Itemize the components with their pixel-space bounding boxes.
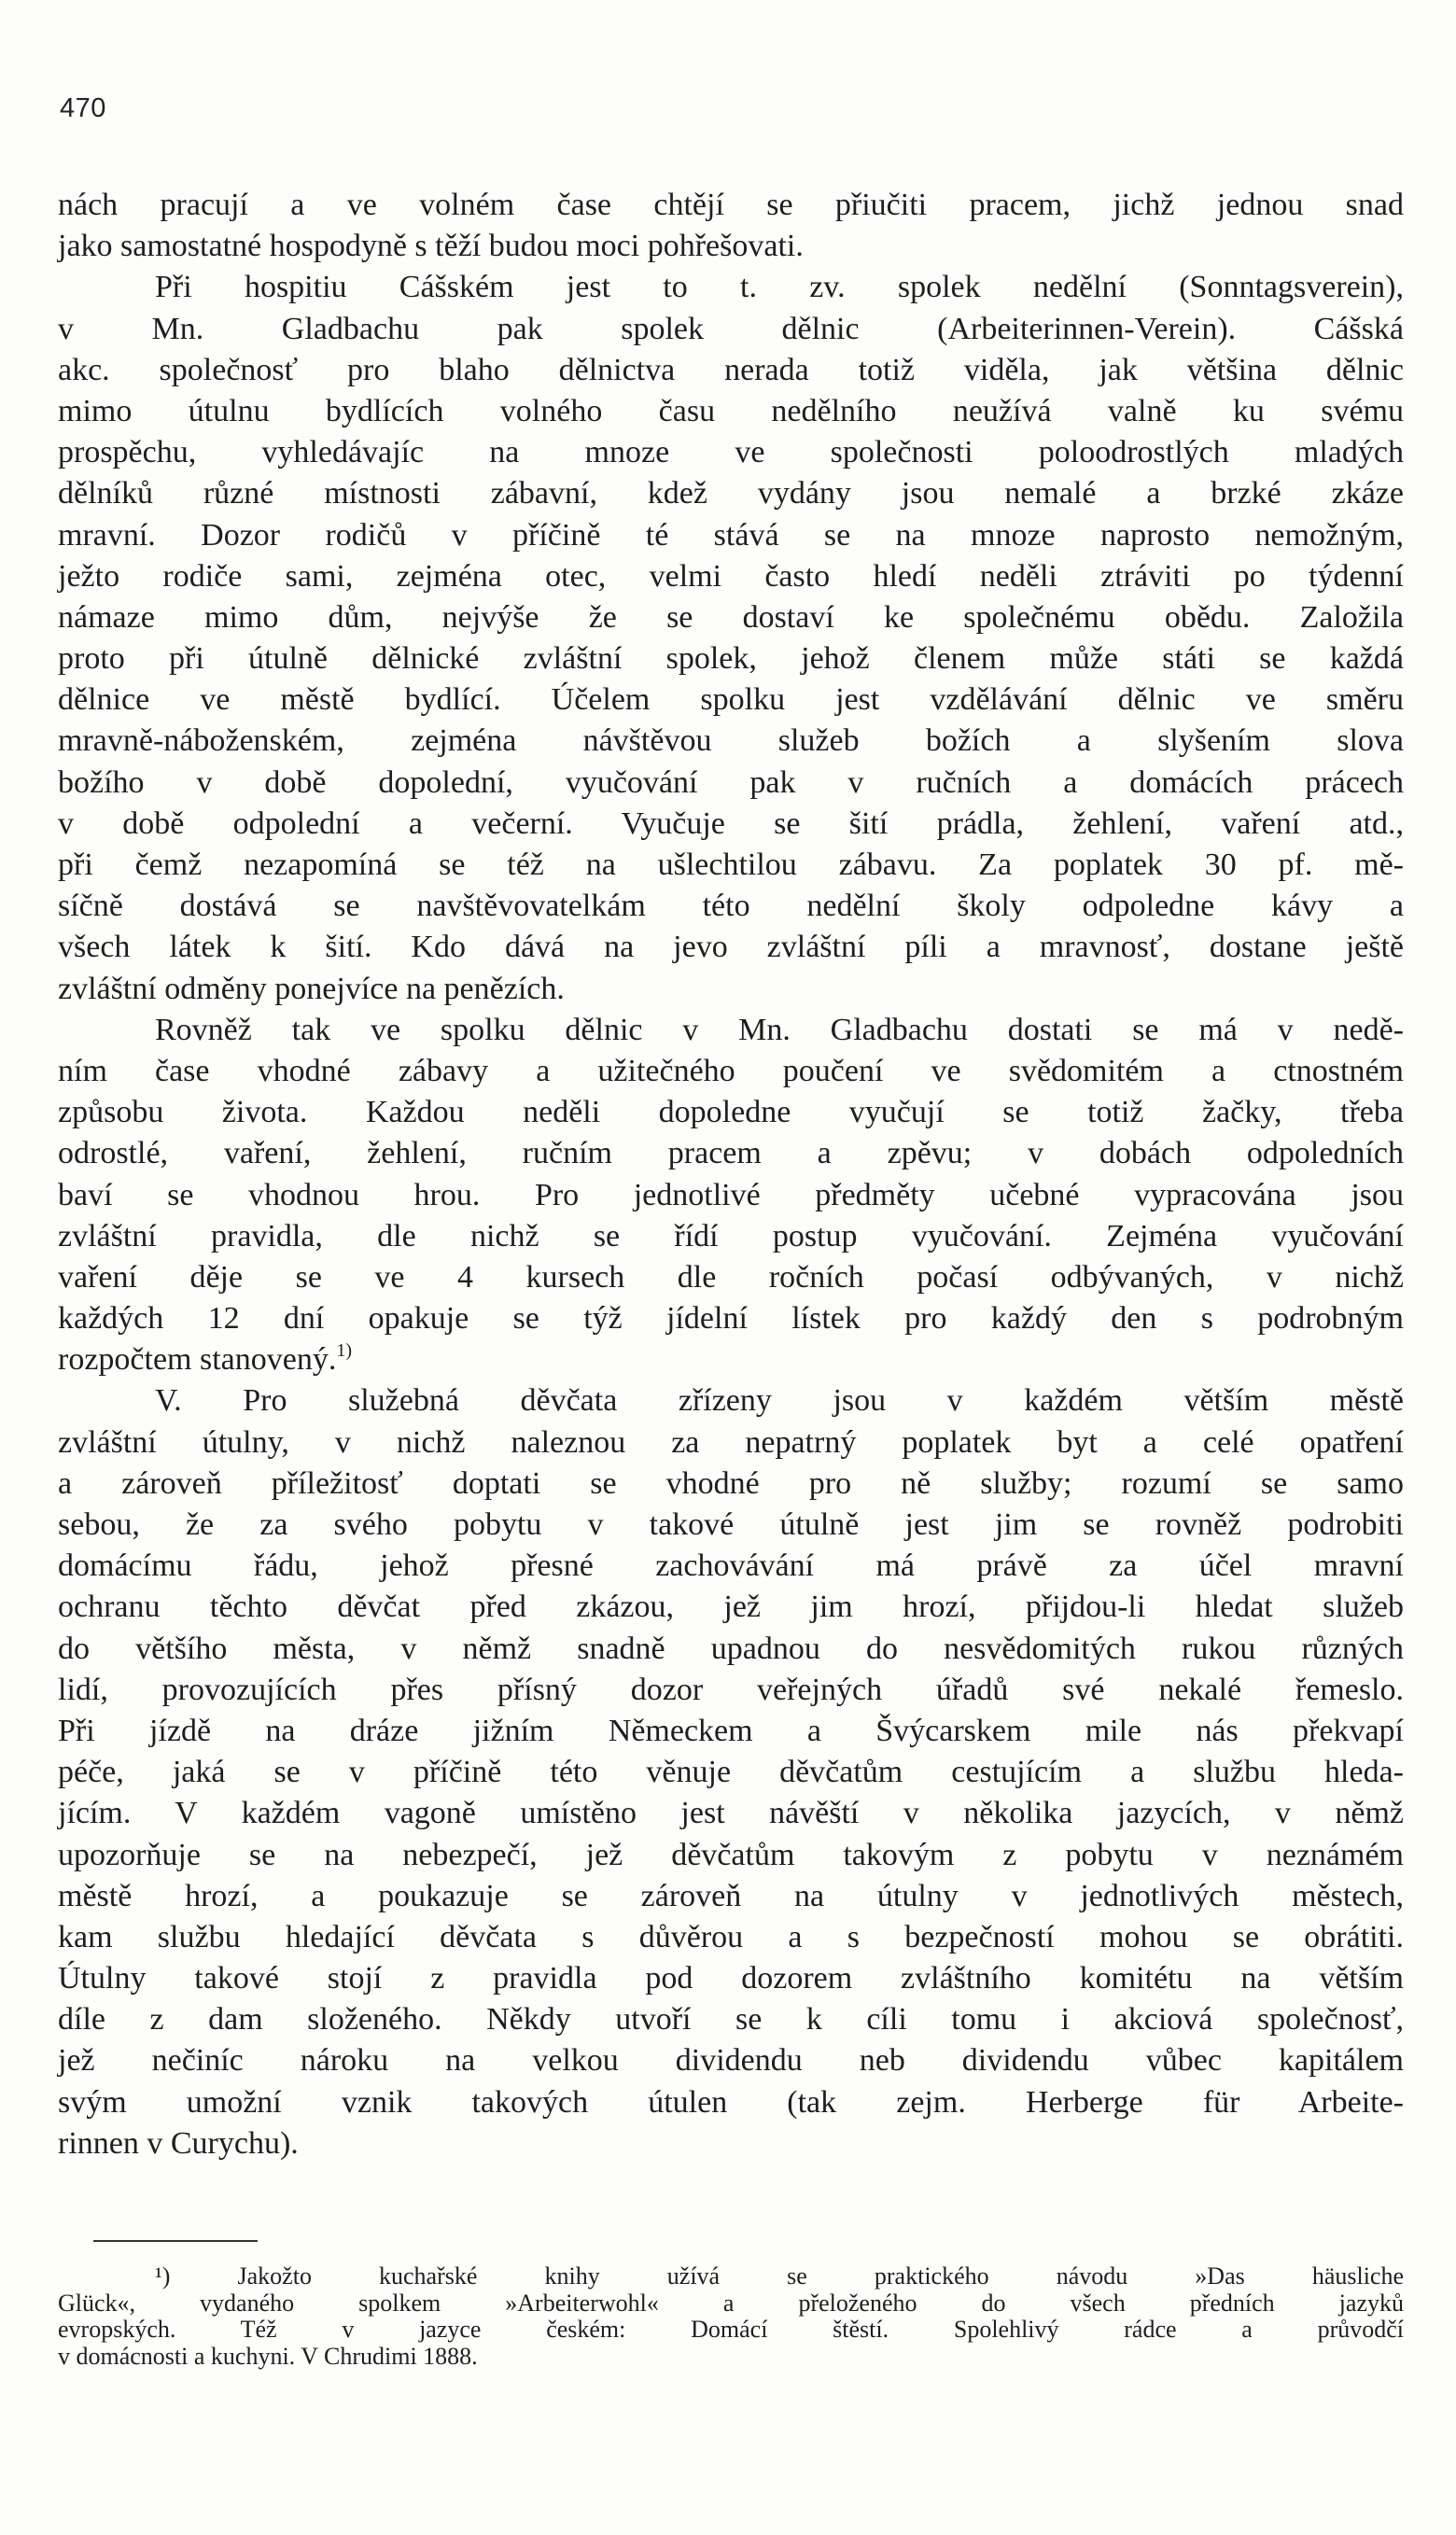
text-line: lidí, provozujících přes přísný dozor veřejných úřadů své nekalé řemeslo. (58, 1672, 1404, 1707)
text-line: Rovněž tak ve spolku dělnic v Mn. Gladbachu dostati se má v nedě- (155, 1012, 1404, 1047)
text-line: v Mn. Gladbachu pak spolek dělnic (Arbeiterinnen-Verein). Cášská (58, 311, 1404, 346)
footnote-line: v domácnosti a kuchyni. V Chrudimi 1888. (58, 2343, 478, 2371)
text-line: Při hospitiu Cášském jest to t. zv. spolek nedělní (Sonntagsverein), (155, 270, 1404, 305)
text-line: domácímu řádu, jehož přesné zachovávání má právě za účel mravní (58, 1548, 1404, 1584)
text-line: městě hrozí, a poukazuje se zároveň na útulny v jednotlivých městech, (58, 1878, 1404, 1913)
text-line: jícím. V každém vagoně umístěno jest návěští v několika jazycích, v němž (58, 1796, 1404, 1831)
text-line: upozorňuje se na nebezpečí, jež děvčatům takovým z pobytu v neznámém (58, 1837, 1404, 1872)
text-line: mimo útulnu bydlících volného času nedělního neužívá valně ku svému (58, 393, 1404, 428)
body-text (58, 185, 1404, 2164)
text-line: námaze mimo dům, nejvýše že se dostaví ke společnému obědu. Založila (58, 599, 1404, 635)
text-line: rinnen v Curychu). (58, 2125, 299, 2161)
text-line: prospěchu, vyhledávajíc na mnoze ve společnosti poloodrostlých mladých (58, 435, 1404, 470)
text-line: ním čase vhodné zábavy a užitečného poučení ve svědomitém a ctnostném (58, 1053, 1404, 1088)
text-line: mravní. Dozor rodičů v příčině té stává se na mnoze naprosto nemožným, (58, 517, 1404, 553)
text-line: při čemž nezapomíná se též na ušlechtilou zábavu. Za poplatek 30 pf. mě- (58, 847, 1404, 882)
text-line: díle z dam složeného. Někdy utvoří se k cíli tomu i akciová společnosť, (58, 2002, 1404, 2038)
text-line: svým umožní vznik takových útulen (tak zejm. Herberge für Arbeite- (58, 2084, 1404, 2120)
text-line: ochranu těchto děvčat před zkázou, jež jim hrozí, přijdou-li hledat služeb (58, 1590, 1404, 1625)
footnote-line: Glück«, vydaného spolkem »Arbeiterwohl« a přeloženého do všech předních jazyků (58, 2289, 1404, 2317)
text-line: jako samostatné hospodyně s těží budou moci pohřešovati. (58, 229, 804, 264)
footnote-reference[interactable]: 1) (336, 1340, 353, 1362)
text-line: mravně-náboženském, zejména návštěvou služeb božích a slyšením slova (58, 723, 1404, 759)
text-line: jež nečiníc nároku na velkou dividendu neb dividendu vůbec kapitálem (58, 2043, 1404, 2079)
footnotes (58, 2263, 1404, 2371)
text-line: Útulny takové stojí z pravidla pod dozorem zvláštního komitétu na větším (58, 1961, 1404, 1996)
text-line: dělníků různé místnosti zábavní, kdež vydány jsou nemalé a brzké zkáze (58, 476, 1404, 511)
text-line-with-footnote-ref (58, 1339, 1404, 1380)
text-line: odrostlé, vaření, žehlení, ručním pracem a zpěvu; v dobách odpoledních (58, 1136, 1404, 1171)
text-line: vaření děje se ve 4 kursech dle ročních počasí odbývaných, v nichž (58, 1259, 1404, 1295)
text-line: péče, jaká se v příčině této věnuje děvčatům cestujícím a službu hleda- (58, 1755, 1404, 1790)
footnote-line: ¹) Jakožto kuchařské knihy užívá se praktického návodu »Das häusliche (155, 2262, 1404, 2290)
text-line: do většího města, v němž snadně upadnou do nesvědomitých rukou různých (58, 1631, 1404, 1666)
text-line: proto při útulně dělnické zvláštní spolek, jehož členem může státi se každá (58, 641, 1404, 677)
text-line: všech látek k šití. Kdo dává na jevo zvláštní píli a mravnosť, dostane ještě (58, 930, 1404, 965)
text-line: zvláštní odměny ponejvíce na penězích. (58, 971, 565, 1006)
footnote-divider (93, 2240, 258, 2242)
text-line: V. Pro služebná děvčata zřízeny jsou v každém větším městě (155, 1383, 1404, 1419)
text-line: zvláštní pravidla, dle nichž se řídí postup vyučování. Zejména vyučování (58, 1218, 1404, 1253)
text-line: akc. společnosť pro blaho dělnictva nerada totiž viděla, jak většina dělnic (58, 352, 1404, 387)
text-line: zvláštní útulny, v nichž naleznou za nepatrný poplatek byt a celé opatření (58, 1424, 1404, 1460)
text-line: ježto rodiče sami, zejména otec, velmi často hledí neděli ztráviti po týdenní (58, 558, 1404, 594)
text-line: způsobu života. Každou neděli dopoledne vyučují se totiž žačky, třeba (58, 1095, 1404, 1130)
page-number: 470 (60, 93, 106, 123)
text-line: síčně dostává se navštěvovatelkám této nedělní školy odpoledne kávy a (58, 889, 1404, 924)
text-line: rozpočtem stanovený. (58, 1342, 337, 1378)
text-line: nách pracují a ve volném čase chtějí se přiučiti pracem, jichž jednou snad (58, 188, 1404, 222)
text-line: každých 12 dní opakuje se týž jídelní lístek pro každý den s podrobným (58, 1301, 1404, 1337)
text-line: božího v době dopolední, vyučování pak v ručních a domácích prácech (58, 764, 1404, 800)
text-line: dělnice ve městě bydlící. Účelem spolku jest vzdělávání dělnic ve směru (58, 682, 1404, 718)
text-line: baví se vhodnou hrou. Pro jednotlivé předměty učebné vypracována jsou (58, 1177, 1404, 1212)
footnote-line: evropských. Též v jazyce českém: Domácí štěstí. Spolehlivý rádce a průvodčí (58, 2316, 1404, 2344)
text-line: kam službu hledající děvčata s důvěrou a s bezpečností mohou se obrátiti. (58, 1919, 1404, 1954)
text-line: v době odpolední a večerní. Vyučuje se šití prádla, žehlení, vaření atd., (58, 805, 1404, 841)
text-line: Při jízdě na dráze jižním Německem a Švýcarskem mile nás překvapí (58, 1713, 1404, 1748)
text-line: sebou, že za svého pobytu v takové útulně jest jim se rovněž podrobiti (58, 1507, 1404, 1542)
text-line: a zároveň příležitosť doptati se vhodné pro ně služby; rozumí se samo (58, 1465, 1404, 1501)
